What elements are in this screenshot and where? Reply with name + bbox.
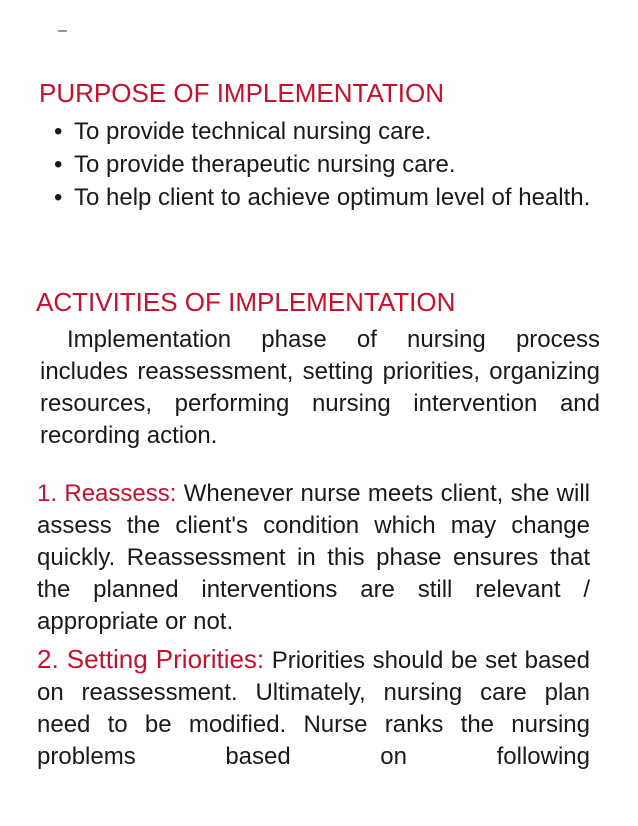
activities-heading: ACTIVITIES OF IMPLEMENTATION	[36, 287, 456, 317]
step-reassess	[37, 478, 590, 638]
list-item-text: To provide technical nursing care.	[74, 118, 432, 145]
list-item	[50, 148, 600, 181]
bullet-icon: •	[54, 151, 63, 178]
bullet-icon: •	[54, 118, 63, 145]
list-item	[50, 181, 600, 214]
activities-intro: Implementation phase of nursing process includes reassessment, setting priorities, organizing resources, performing nursing intervention and recording action.	[40, 326, 600, 449]
step-setting-priorities	[37, 643, 590, 773]
list-item-text: To help client to achieve optimum level of health.	[74, 184, 591, 211]
step-priorities-text: Priorities should be set based on reassessment. Ultimately, nursing care plan need to be modified. Nurse ranks the nursing problems based on following	[37, 647, 591, 770]
page-top-mark: –	[58, 22, 67, 39]
step-priorities-title: 2. Setting Priorities:	[37, 644, 265, 674]
purpose-list	[50, 115, 600, 214]
list-item-text: To provide therapeutic nursing care.	[74, 151, 456, 178]
list-item	[50, 115, 600, 148]
bullet-icon: •	[54, 184, 63, 211]
step-reassess-text: Whenever nurse meets client, she will assess the client's condition which may change quickly. Reassessment in this phase ensures that the planned interventions are still relevant / appropriate or not.	[37, 480, 591, 635]
step-reassess-title: 1. Reassess:	[37, 480, 177, 507]
purpose-heading: PURPOSE OF IMPLEMENTATION	[39, 78, 444, 108]
